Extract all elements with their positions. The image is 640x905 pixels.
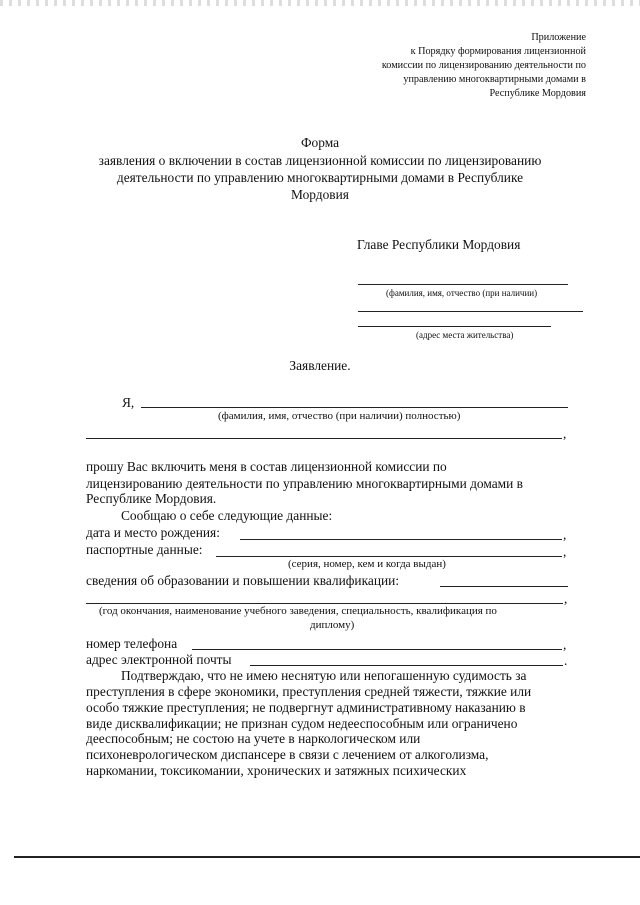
title-line-2: заявления о включении в состав лицензионной комиссии по лицензированию [98,153,542,168]
phone-comma: , [563,637,567,652]
fio-fill-line[interactable] [141,407,568,408]
statement-heading: Заявление. [289,358,351,373]
appendix-line-1: Приложение [531,32,586,43]
confirm-line-6: психоневрологическом диспансере в связи с лечением от алкоголизма, [86,747,489,762]
address-caption: (адрес места жительства) [416,330,514,340]
passport-comma: , [563,544,567,559]
confirm-line-2: преступления в сфере экономики, преступления средней тяжести, тяжкие или [86,684,532,699]
education-caption-2: диплому) [310,619,355,631]
birth-label: дата и место рождения: [86,525,220,540]
education-fill-line[interactable] [440,586,568,587]
phone-fill-line[interactable] [192,649,562,650]
appendix-line-2: к Порядку формирования лицензионной [410,46,586,57]
passport-caption: (серия, номер, кем и когда выдан) [288,558,446,570]
fio-caption: (фамилия, имя, отчество (при наличии) полностью) [218,410,461,422]
confirm-line-1: Подтверждаю, что не имею неснятую или непогашенную судимость за [121,668,527,683]
appendix-line-3: комиссии по лицензированию деятельности по [381,60,586,71]
email-fill-line[interactable] [250,665,563,666]
appendix-line-5: Республике Мордовия [489,88,586,99]
email-period: . [564,653,568,668]
info-intro: Сообщаю о себе следующие данные: [121,508,333,523]
birth-comma: , [563,527,567,542]
scan-artifact [0,0,640,6]
addressee-to: Главе Республики Мордовия [357,237,521,252]
request-line-1: прошу Вас включить меня в состав лицензионной комиссии по [86,459,447,474]
name-caption: (фамилия, имя, отчество (при наличии) [386,288,538,298]
passport-fill-line[interactable] [216,556,562,557]
education-comma: , [564,591,568,606]
request-line-3: Республике Мордовия. [86,491,217,506]
education-caption-1: (год окончания, наименование учебного заведения, специальность, квалификация по [99,605,497,617]
appendix-line-4: управлению многоквартирными домами в [403,74,586,85]
name-fill-line[interactable] [358,284,568,285]
passport-label: паспортные данные: [86,542,203,557]
education-fill-line-2[interactable] [86,603,563,604]
birth-fill-line[interactable] [240,539,562,540]
confirm-line-5: дееспособным; не состою на учете в наркологическом или [86,731,421,746]
title-line-1: Форма [300,135,340,150]
education-label: сведения об образовании и повышении квалификации: [86,573,400,588]
fio-comma: , [563,426,567,441]
title-line-4: Мордовия [291,187,349,202]
confirm-line-7: наркомании, токсикомании, хронических и затяжных психических [86,763,467,778]
address-fill-line-2[interactable] [358,326,551,327]
email-label: адрес электронной почты [86,652,232,667]
confirm-line-3: особо тяжкие преступления; не подвергнут административному наказанию в [86,700,526,715]
address-fill-line-1[interactable] [358,311,583,312]
phone-label: номер телефона [86,636,178,651]
request-line-2: лицензированию деятельности по управлению многоквартирными домами в [86,476,523,491]
title-line-3: деятельности по управлению многоквартирными домами в Республике [116,170,524,185]
fio-fill-line-2[interactable] [86,438,562,439]
ya-label: Я, [122,395,135,410]
page-bottom-rule [14,856,640,858]
confirm-line-4: виде дисквалификации; не признан судом недееспособным или ограничено [86,716,518,731]
